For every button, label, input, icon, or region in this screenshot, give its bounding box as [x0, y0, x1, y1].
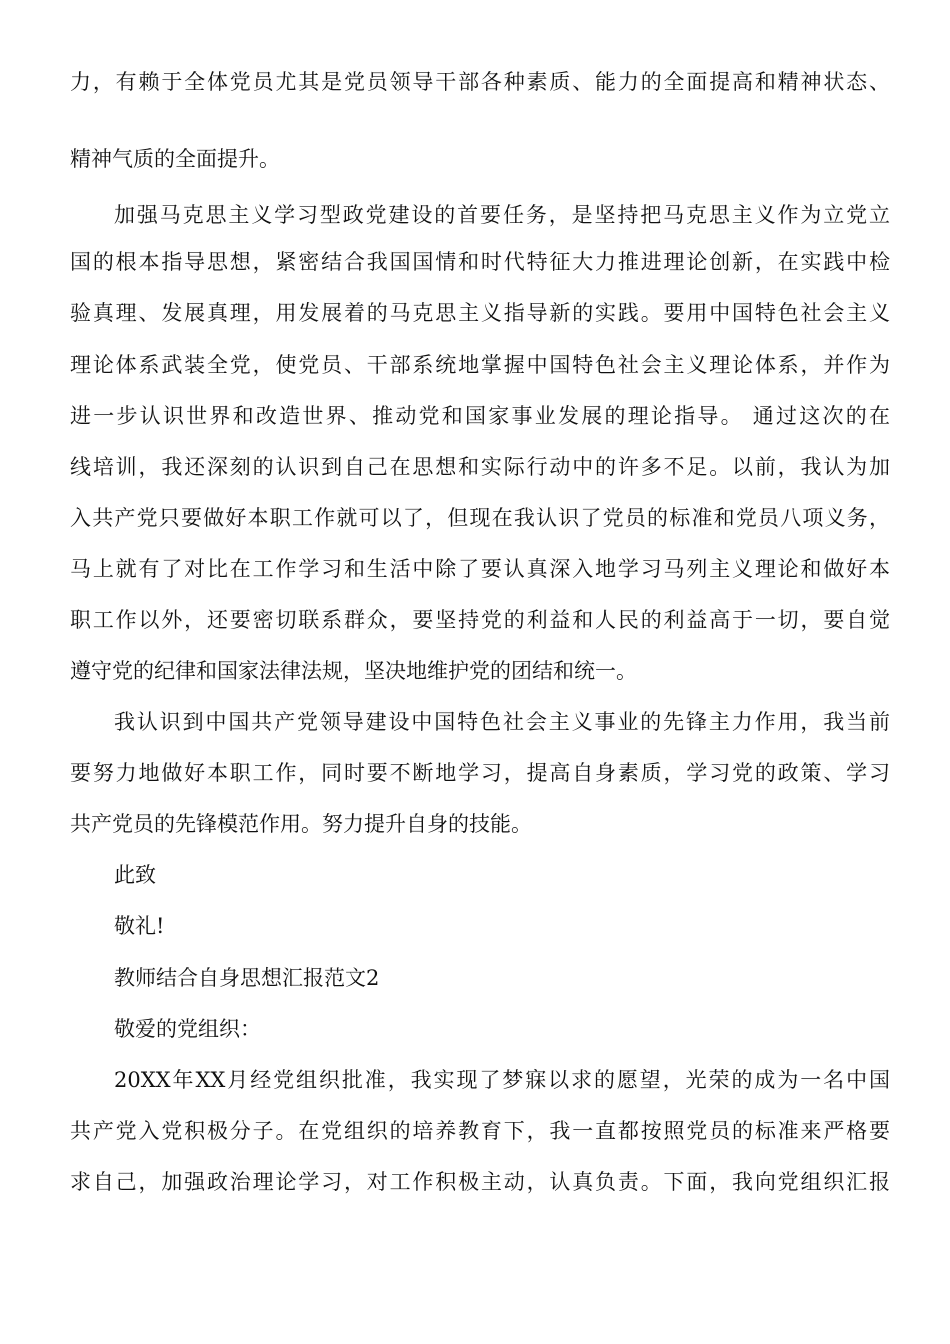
text-line: 马上就有了对比在工作学习和生活中除了要认真深入地学习马列主义理论和做好本 [70, 557, 890, 581]
letter-salutation: 敬爱的党组织： [114, 1017, 261, 1041]
text-line: 验真理、发展真理，用发展着的马克思主义指导新的实践。要用中国特色社会主义 [70, 301, 890, 325]
text-line: 理论体系武装全党，使党员、干部系统地掌握中国特色社会主义理论体系，并作为 [70, 353, 890, 377]
text-line: 入共产党只要做好本职工作就可以了，但现在我认识了党员的标准和党员八项义务， [70, 506, 890, 530]
text-line: 共产党入党积极分子。在党组织的培养教育下，我一直都按照党员的标准来严格要 [70, 1119, 890, 1143]
text-line: 线培训，我还深刻的认识到自己在思想和实际行动中的许多不足。以前，我认为加 [70, 455, 890, 479]
text-line: 力，有赖于全体党员尤其是党员领导干部各种素质、能力的全面提高和精神状态、 [70, 70, 890, 94]
section-title: 教师结合自身思想汇报范文2 [114, 966, 380, 990]
paragraph-first-line: 我认识到中国共产党领导建设中国特色社会主义事业的先锋主力作用，我当前 [114, 710, 890, 734]
text-line: 遵守党的纪律和国家法律法规，坚决地维护党的团结和统一。 [70, 659, 637, 683]
text-line: 职工作以外，还要密切联系群众，要坚持党的利益和人民的利益高于一切，要自觉 [70, 608, 890, 632]
closing-regards: 敬礼! [114, 914, 165, 938]
text-line: 精神气质的全面提升。 [70, 147, 280, 171]
text-line: 国的根本指导思想，紧密结合我国国情和时代特征大力推进理论创新，在实践中检 [70, 250, 890, 274]
text-line: 进一步认识世界和改造世界、推动党和国家事业发展的理论指导。 通过这次的在 [70, 404, 890, 428]
text-line: 求自己，加强政治理论学习，对工作积极主动，认真负责。下面，我向党组织汇报 [70, 1170, 890, 1194]
closing-salutation: 此致 [114, 863, 156, 887]
text-line: 要努力地做好本职工作，同时要不断地学习，提高自身素质，学习党的政策、学习 [70, 761, 890, 785]
paragraph-first-line: 20XX年XX月经党组织批准，我实现了梦寐以求的愿望，光荣的成为一名中国 [114, 1068, 890, 1092]
paragraph-first-line: 加强马克思主义学习型政党建设的首要任务，是坚持把马克思主义作为立党立 [114, 203, 890, 227]
text-line: 共产党员的先锋模范作用。努力提升自身的技能。 [70, 812, 532, 836]
